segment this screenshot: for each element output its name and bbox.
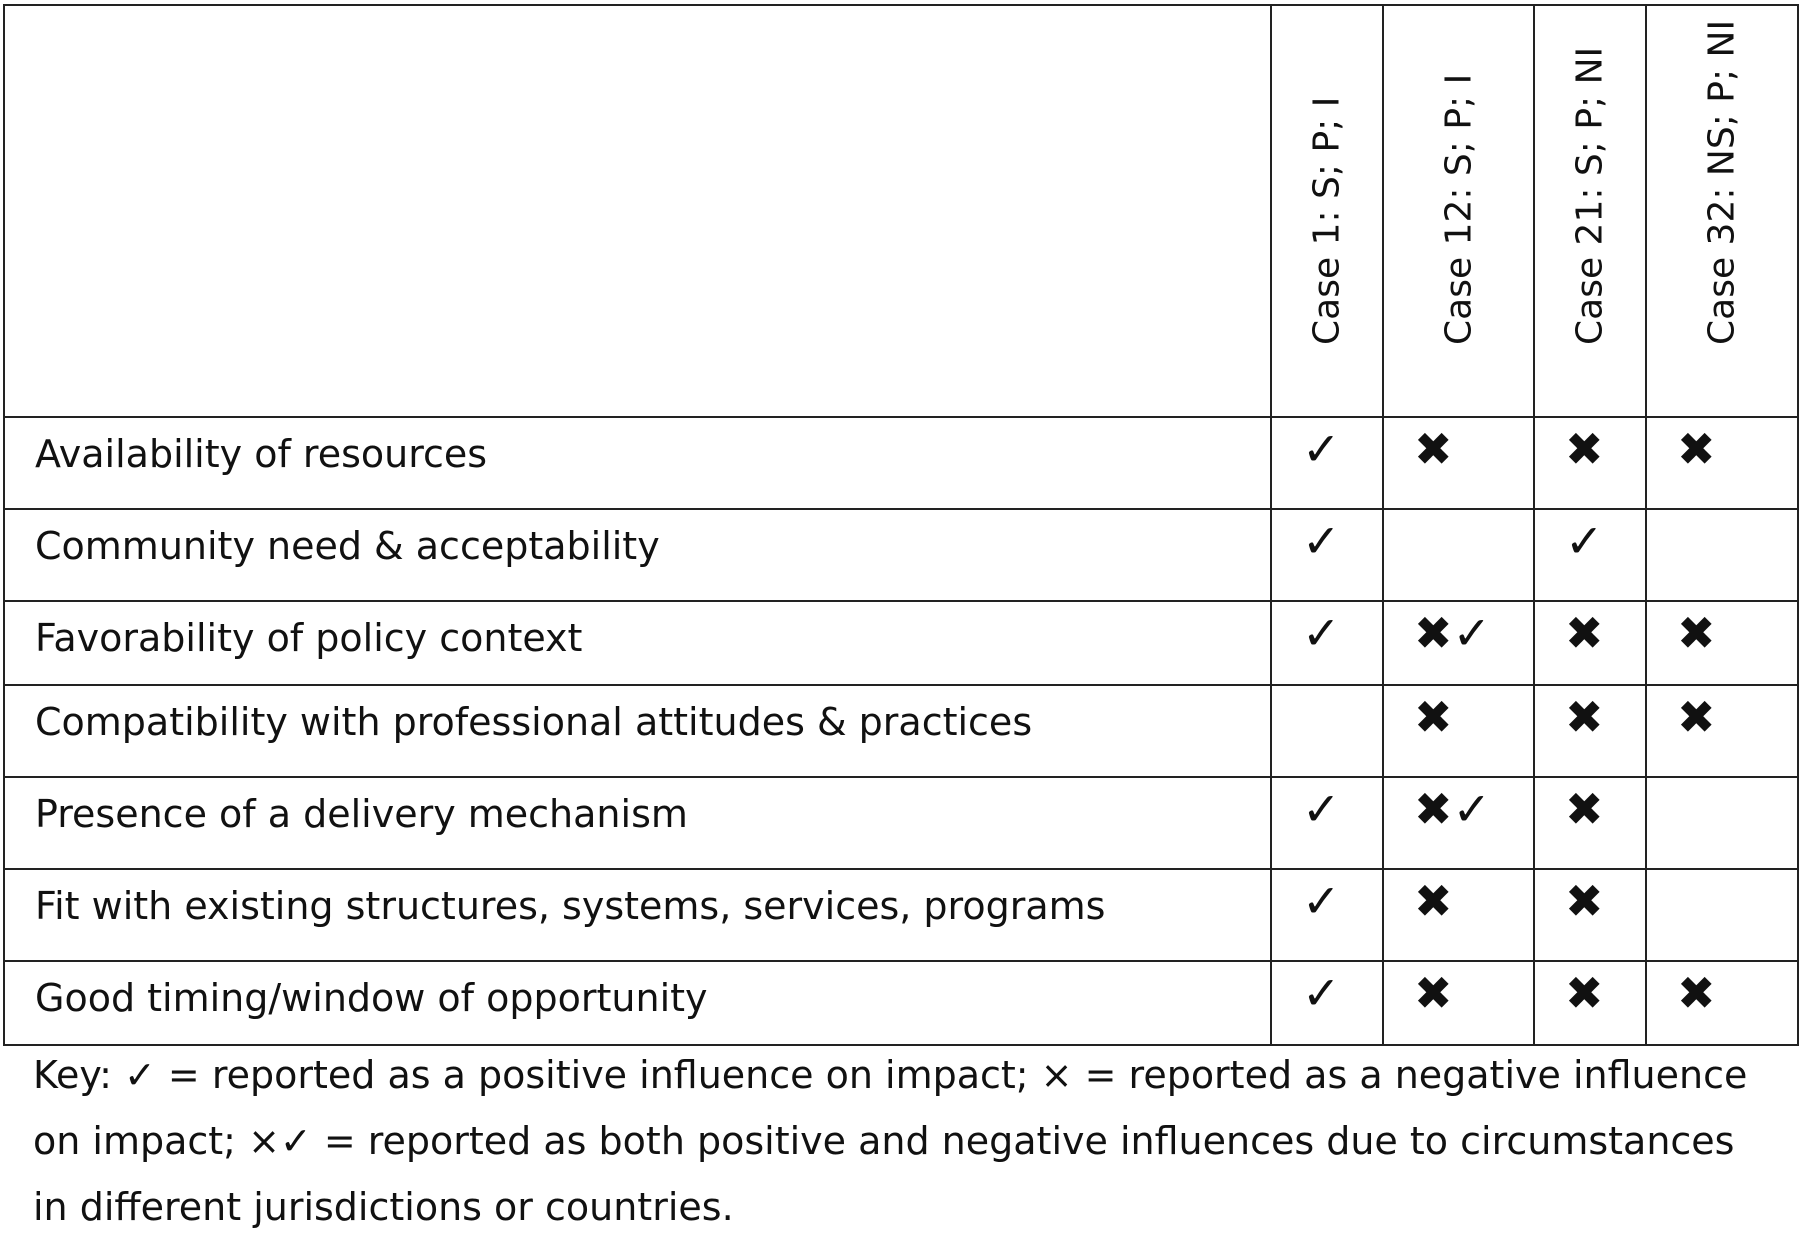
influence-mark [1271,685,1383,777]
influence-mark: ✖ [1534,417,1646,509]
influence-mark: ✓ [1271,869,1383,961]
influence-mark: ✖ [1383,417,1534,509]
influence-mark: ✖ [1383,685,1534,777]
influence-matrix-table [3,4,1799,1046]
table-row [4,961,1798,1045]
influence-mark: ✖ [1534,685,1646,777]
column-header-case-21 [1534,5,1646,417]
influence-mark: ✖ [1383,869,1534,961]
row-label: Favorability of policy context [4,601,1271,685]
column-header-case-1 [1271,5,1383,417]
row-label: Compatibility with professional attitudes & practices [4,685,1271,777]
table-row [4,685,1798,777]
influence-mark: ✖ [1646,685,1798,777]
influence-mark: ✖ [1646,961,1798,1045]
influence-mark [1646,869,1798,961]
influence-mark: ✖ [1534,601,1646,685]
influence-mark: ✖ [1383,961,1534,1045]
influence-mark: ✓ [1271,961,1383,1045]
influence-mark: ✖ [1646,417,1798,509]
row-label: Fit with existing structures, systems, services, programs [4,869,1271,961]
header-row [4,5,1798,417]
influence-mark: ✖ [1646,601,1798,685]
header-corner-cell [4,5,1271,417]
influence-mark: ✓ [1271,777,1383,869]
influence-mark: ✓ [1271,509,1383,601]
influence-mark: ✓ [1534,509,1646,601]
column-header-label: Case 21: S; P; NI [1569,46,1611,345]
influence-mark: ✖✓ [1383,601,1534,685]
row-label: Presence of a delivery mechanism [4,777,1271,869]
influence-mark: ✖ [1534,777,1646,869]
influence-mark: ✖ [1534,869,1646,961]
table-key-caption: Key: ✓ = reported as a positive influence on impact; × = reported as a negative influence on impact; ×✓ = reported as both positive and negative influences due to circumstances in different jurisdictions or countries. [33,1053,1748,1229]
influence-mark [1646,777,1798,869]
column-header-label: Case 1: S; P; I [1306,96,1348,345]
column-header-case-12 [1383,5,1534,417]
influence-mark: ✓ [1271,601,1383,685]
column-header-label: Case 32: NS; P; NI [1701,19,1743,345]
influence-mark [1383,509,1534,601]
column-header-label: Case 12: S; P; I [1438,73,1479,345]
table-row [4,777,1798,869]
row-label: Good timing/window of opportunity [4,961,1271,1045]
table-row [4,509,1798,601]
table-row [4,601,1798,685]
row-label: Community need & acceptability [4,509,1271,601]
influence-mark [1646,509,1798,601]
row-label: Availability of resources [4,417,1271,509]
influence-mark: ✖✓ [1383,777,1534,869]
table-row [4,869,1798,961]
table-row [4,417,1798,509]
column-header-case-32 [1646,5,1798,417]
influence-mark: ✓ [1271,417,1383,509]
influence-mark: ✖ [1534,961,1646,1045]
